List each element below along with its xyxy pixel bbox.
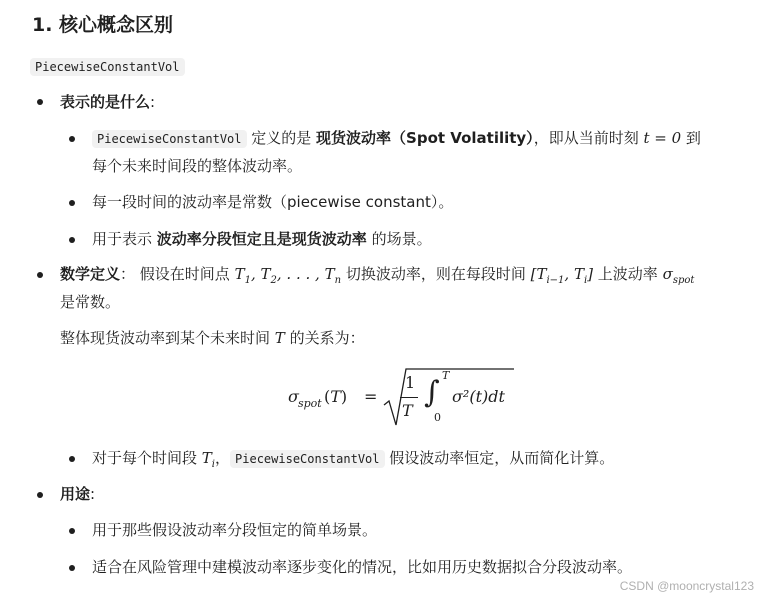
item-usage: 用途: <box>60 485 96 503</box>
inline-code: PiecewiseConstantVol <box>230 450 385 468</box>
bold-term: 波动率分段恒定且是现货波动率 <box>156 230 367 248</box>
code-tag: PiecewiseConstantVol <box>30 58 185 76</box>
sub-item-constant-assumption: 对于每个时间段 $T_i$， PiecewiseConstantVol 假设波动率恒定，从而简化计算。 <box>92 449 615 470</box>
inline-code: PiecewiseConstantVol <box>92 130 247 148</box>
item-math-definition: 数学定义： 假设在时间点 $T_1$, $T_2$, . . . , $T_n$ 切换波动率，则在每段时间 [$T_{i-1}$, $T_i$] 上波动率 $\sigma_{spot}$ <box>60 265 695 286</box>
sub-item-simple-scenario: 用于那些假设波动率分段恒定的简单场景。 <box>92 521 378 539</box>
sub-item-risk-management: 适合在风险管理中建模波动率逐步变化的情况，比如用历史数据拟合分段波动率。 <box>92 558 633 576</box>
formula-lhs-arg: (T) <box>324 387 348 406</box>
item-represents: 表示的是什么: <box>60 93 156 111</box>
sub-bullet <box>69 456 75 462</box>
bullet-1 <box>37 99 43 105</box>
math-inline: t = 0 <box>643 129 682 147</box>
sub-bullet <box>69 136 75 142</box>
fraction-bar <box>400 397 418 398</box>
bullet-3 <box>37 492 43 498</box>
item-label: 表示的是什么 <box>60 93 151 111</box>
section-title: 1. 核心概念区别 <box>32 14 174 36</box>
math-time-points: $T_1$, $T_2$, . . . , $T_n$ <box>234 265 342 286</box>
item-math-definition-line2: 是常数。 <box>60 293 121 311</box>
relation-paragraph: 整体现货波动率到某个未来时间 T 的关系为： <box>60 329 365 347</box>
sub-item-usecase: 用于表示 波动率分段恒定且是现货波动率 的场景。 <box>92 230 432 248</box>
sub-bullet <box>69 200 75 206</box>
item-label: 数学定义 <box>60 265 121 283</box>
sub-item-definition: PiecewiseConstantVol 定义的是 现货波动率（Spot Volatility），即从当前时刻 t = 0 到 <box>92 128 701 149</box>
sub-bullet <box>69 565 75 571</box>
math-interval: [$T_{i-1}$, $T_i$] <box>530 265 594 286</box>
sub-bullet <box>69 237 75 243</box>
formula-spot-vol: σ spot (T) = 1 T ∫ T 0 σ²(t)dt <box>288 365 518 430</box>
bold-term: 现货波动率（Spot Volatility） <box>316 129 534 147</box>
item-label: 用途 <box>60 485 91 503</box>
sub-bullet <box>69 528 75 534</box>
math-sigma-spot: $\sigma_{spot}$ <box>662 265 695 286</box>
bullet-2 <box>37 272 43 278</box>
sub-item-constant: 每一段时间的波动率是常数（piecewise constant）。 <box>92 193 454 211</box>
sub-item-definition-line2: 每个未来时间段的整体波动率。 <box>92 157 303 175</box>
math-Ti: $T_i$ <box>201 449 215 470</box>
watermark: CSDN @mooncrystal123 <box>619 579 754 593</box>
